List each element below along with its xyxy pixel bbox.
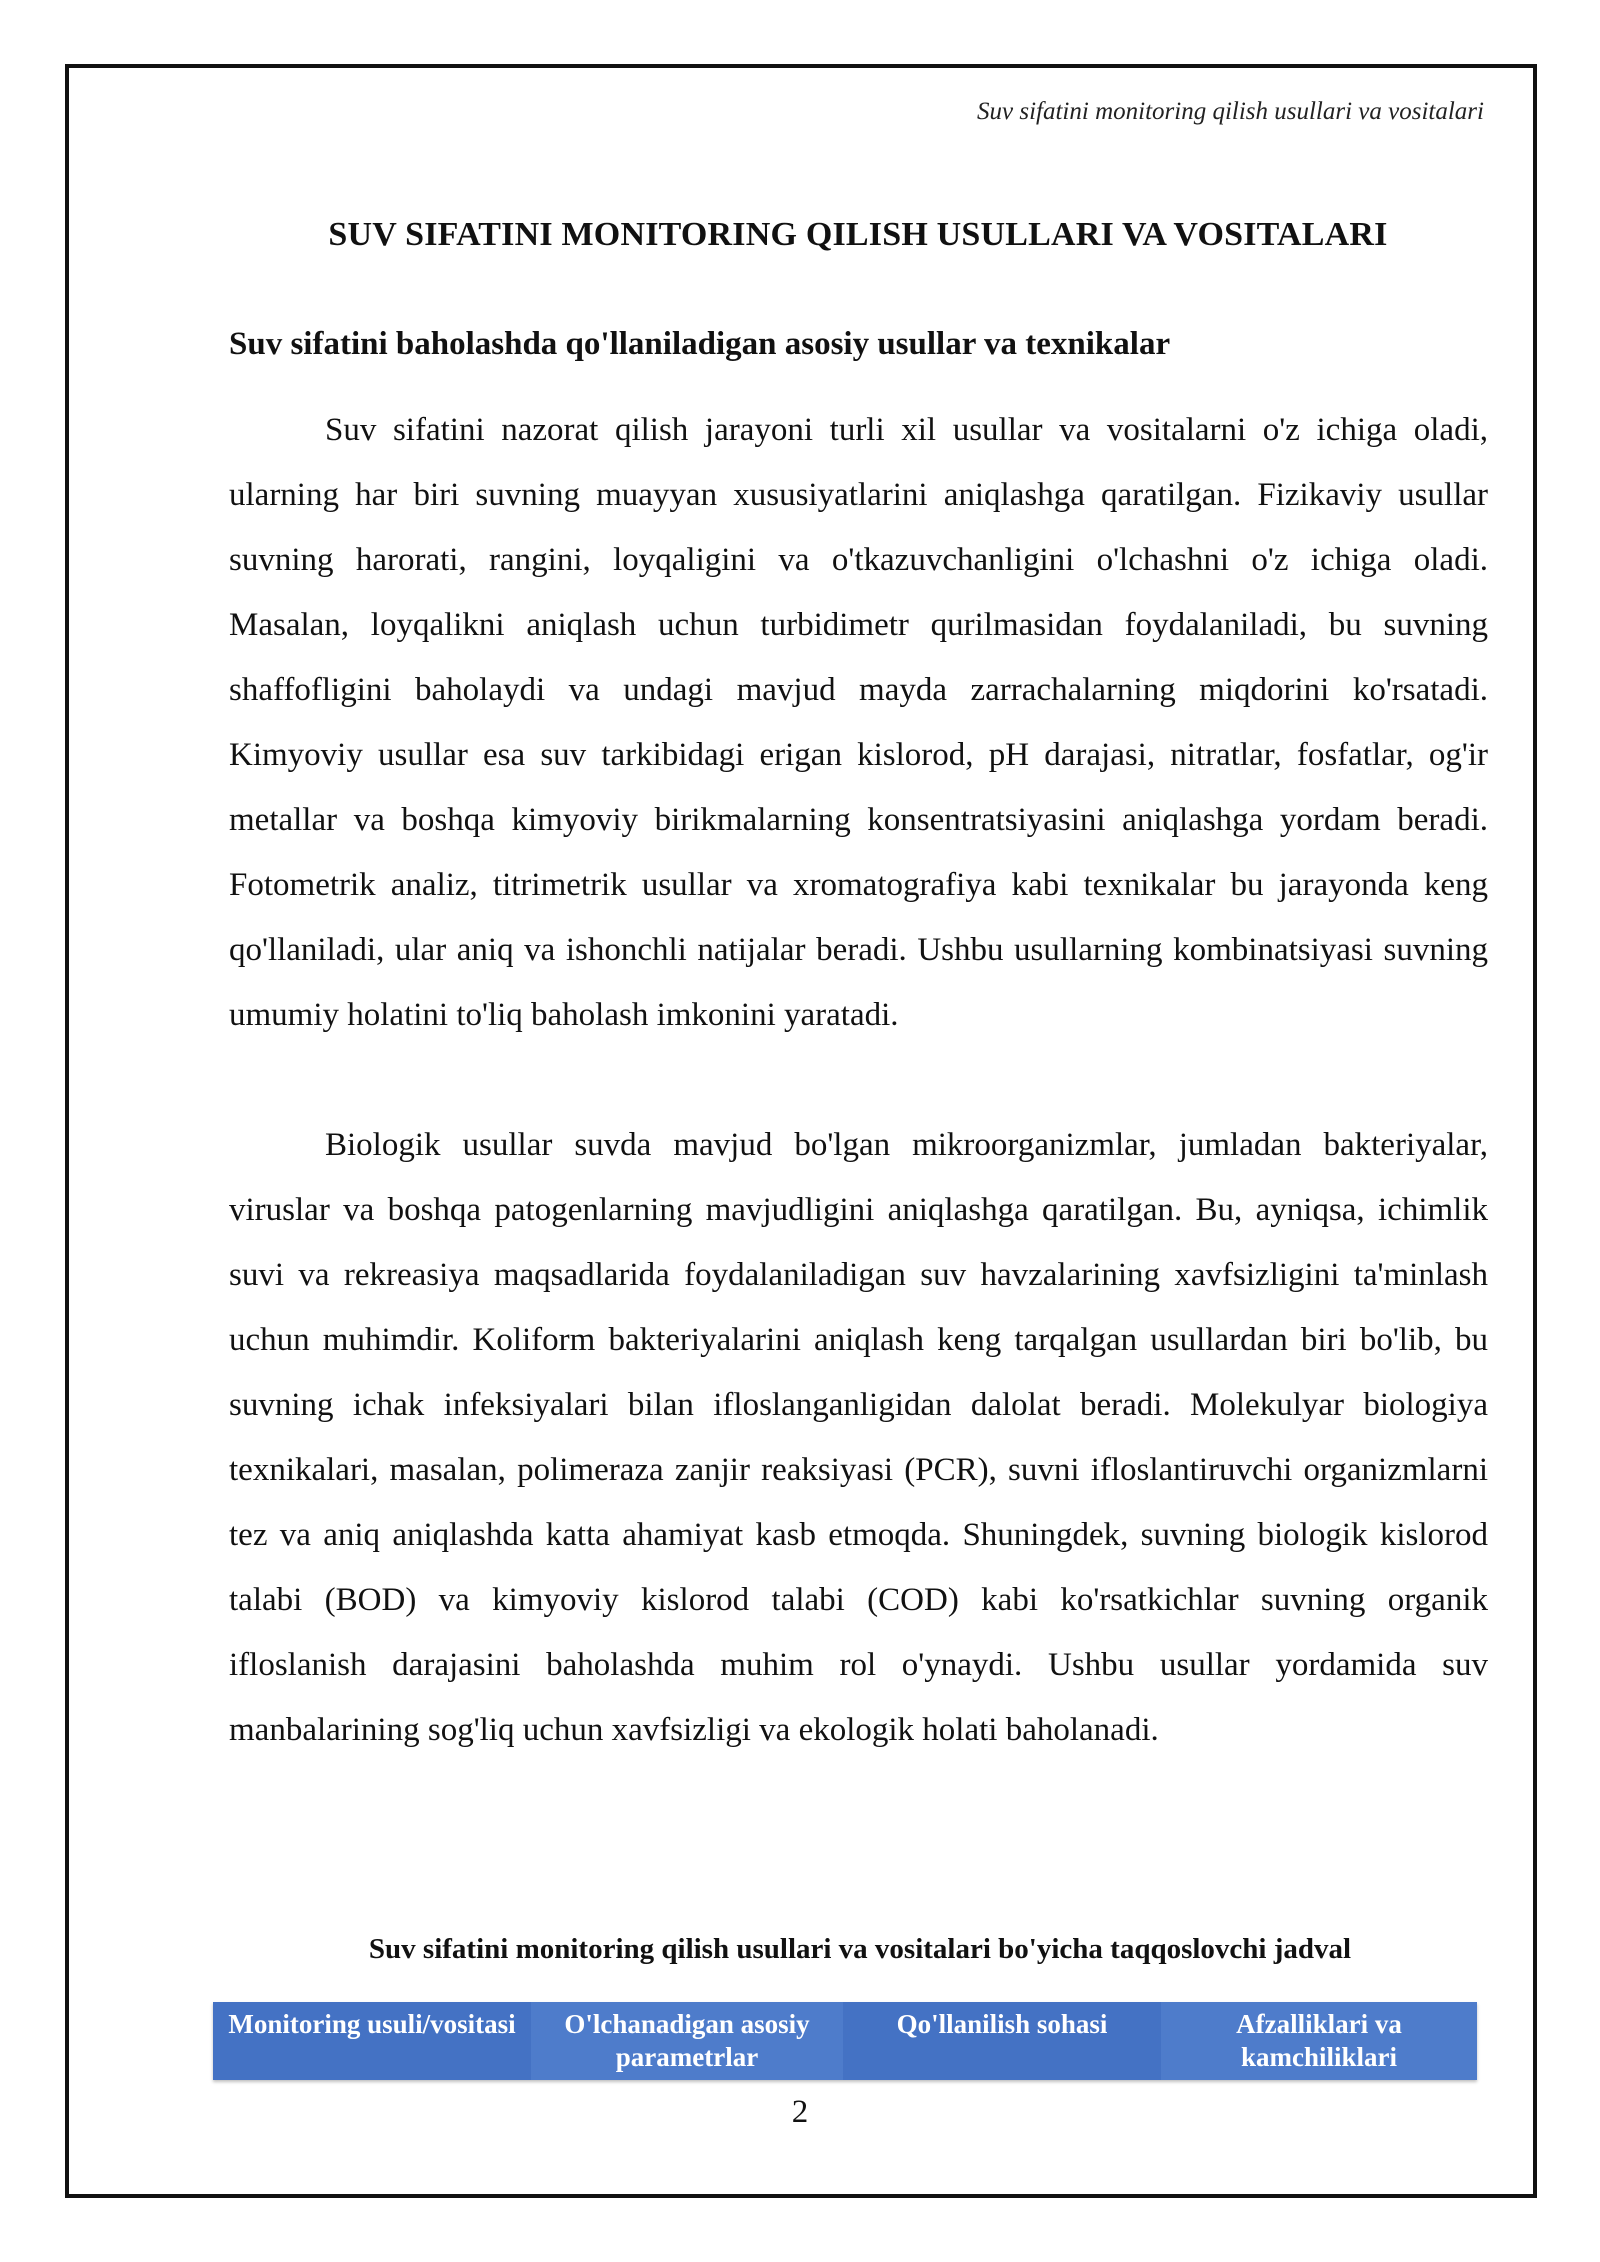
body-paragraph-1: Suv sifatini nazorat qilish jarayoni turli xil usullar va vositalarni o'z ichiga oladi, ularning har biri suvning muayyan xususiyatlarini aniqlashga qaratilgan. Fizikaviy usullar suvning harorati, rangini, loyqaligini va o'tkazuvchanligini o'lchashni o'z ichiga oladi. Masalan, loyqalikni aniqlash uchun turbidimetr qurilmasidan foydalaniladi, bu suvning shaffofligini baholaydi va undagi mavjud mayda zarrachalarning miqdorini ko'rsatadi. Kimyoviy usullar esa suv tarkibidagi erigan kislorod, pH darajasi, nitratlar, fosfatlar, og'ir metallar va boshqa kimyoviy birikmalarning konsentratsiyasini aniqlashga yordam beradi. Fotometrik analiz, titrimetrik usullar va xromatografiya kabi texnikalar bu jarayonda keng qo'llaniladi, ular aniq va ishonchli natijalar beradi. Ushbu usullarning kombinatsiyasi suvning umumiy holatini to'liq baholash imkonini yaratadi. <box>229 412 1488 1033</box>
table-header-parameters: O'lchanadigan asosiy parametrlar <box>531 2002 843 2080</box>
table-header-method: Monitoring usuli/vositasi <box>228 2009 516 2039</box>
table-header-pros-cons: Afzalliklari va kamchiliklari <box>1161 2002 1477 2080</box>
page-number: 2 <box>791 2094 809 2130</box>
running-header: Suv sifatini monitoring qilish usullari va vositalari <box>977 98 1484 125</box>
comparison-table <box>213 2002 1477 2080</box>
table-header-application: Qo'llanilish sohasi <box>896 2009 1108 2039</box>
section-heading: Suv sifatini baholashda qo'llaniladigan asosiy usullar va texnikalar <box>229 326 1171 362</box>
body-paragraph-2: Biologik usullar suvda mavjud bo'lgan mikroorganizmlar, jumladan bakteriyalar, viruslar va boshqa patogenlarning mavjudligini aniqlashga qaratilgan. Bu, ayniqsa, ichimlik suvi va rekreasiya maqsadlarida foydalaniladigan suv havzalarining xavfsizligini ta'minlash uchun muhimdir. Koliform bakteriyalarini aniqlash keng tarqalgan usullardan biri bo'lib, bu suvning ichak infeksiyalari bilan ifloslanganligidan dalolat beradi. Molekulyar biologiya texnikalari, masalan, polimeraza zanjir reaksiyasi (PCR), suvni ifloslantiruvchi organizmlarni tez va aniq aniqlashda katta ahamiyat kasb etmoqda. Shuningdek, suvning biologik kislorod talabi (BOD) va kimyoviy kislorod talabi (COD) kabi ko'rsatkichlar suvning organik ifloslanish darajasini baholashda muhim rol o'ynaydi. Ushbu usullar yordamida suv manbalarining sog'liq uchun xavfsizligi va ekologik holati baholanadi. <box>229 1127 1488 1748</box>
document-title: SUV SIFATINI MONITORING QILISH USULLARI VA VOSITALARI <box>328 216 1388 253</box>
table-caption: Suv sifatini monitoring qilish usullari va vositalari bo'yicha taqqoslovchi jadval <box>368 1933 1352 1965</box>
